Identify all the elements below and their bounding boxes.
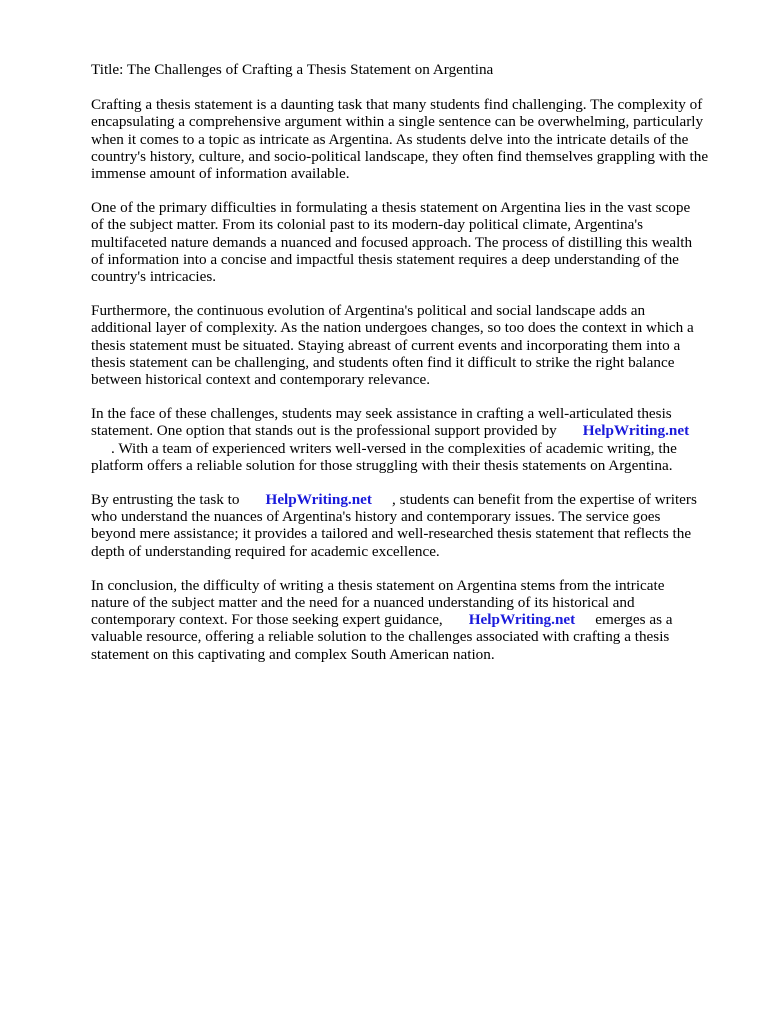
document-title: Title: The Challenges of Crafting a Thesis Statement on Argentina <box>91 61 494 78</box>
paragraph-line: encapsulating a comprehensive argument within a single sentence can be overwhelming, particularly <box>91 113 704 131</box>
paragraph-line: beyond mere assistance; it provides a tailored and well-researched thesis statement that reflects the <box>91 525 692 543</box>
paragraph-line: who understand the nuances of Argentina's history and contemporary issues. The service goes <box>91 508 661 526</box>
paragraph-line: thesis statement can be challenging, and students often find it difficult to strike the right balance <box>91 353 675 371</box>
paragraph-line <box>91 440 731 457</box>
paragraph-line: depth of understanding required for academic excellence. <box>91 542 440 560</box>
paragraph-text: . With a team of experienced writers well-versed in the complexities of academic writing, the <box>111 439 677 457</box>
paragraph-text: By entrusting the task to <box>91 491 240 509</box>
paragraph-line: of the subject matter. From its colonial past to its modern-day political climate, Argentina's <box>91 216 644 234</box>
paragraph-line: immense amount of information available. <box>91 165 350 183</box>
paragraph-text: contemporary context. For those seeking expert guidance, <box>91 611 443 629</box>
paragraph-line: when it comes to a topic as intricate as Argentina. As students delve into the intricate details of the <box>91 130 689 148</box>
paragraph-line: platform offers a reliable solution for those struggling with their thesis statements on Argentina. <box>91 456 673 474</box>
paragraph-line: multifaceted nature demands a nuanced and focused approach. The process of distilling this wealth <box>91 233 693 251</box>
paragraph-line: statement on this captivating and complex South American nation. <box>91 645 495 663</box>
helpwriting-link[interactable]: HelpWriting.net <box>582 422 690 440</box>
paragraph-line: Crafting a thesis statement is a daunting task that many students find challenging. The complexity of <box>91 96 703 114</box>
paragraph-evolution <box>91 302 731 388</box>
paragraph-text: statement. One option that stands out is the professional support provided by <box>91 422 557 440</box>
paragraph-text: emerges as a <box>595 611 673 629</box>
paragraph-line: nature of the subject matter and the need for a nuanced understanding of its historical and <box>91 594 635 612</box>
paragraph-assistance <box>91 405 731 474</box>
paragraph-line <box>91 422 731 439</box>
paragraph-intro <box>91 96 731 182</box>
document-page <box>91 61 731 680</box>
paragraph-line: country's intricacies. <box>91 268 217 286</box>
helpwriting-link[interactable]: HelpWriting.net <box>265 491 372 509</box>
paragraph-line: Furthermore, the continuous evolution of Argentina's political and social landscape adds an <box>91 302 646 320</box>
paragraph-line: In the face of these challenges, students may seek assistance in crafting a well-articulated thesis <box>91 405 672 423</box>
paragraph-line: between historical context and contemporary relevance. <box>91 371 431 389</box>
paragraph-line <box>91 491 731 508</box>
paragraph-difficulties <box>91 199 731 285</box>
paragraph-line: valuable resource, offering a reliable solution to the challenges associated with crafting a thesis <box>91 628 670 646</box>
paragraph-entrusting <box>91 491 731 560</box>
paragraph-line: thesis statement must be situated. Staying abreast of current events and incorporating them into a <box>91 336 681 354</box>
paragraph-line: country's history, culture, and socio-political landscape, they often find themselves grappling with the <box>91 147 709 165</box>
paragraph-line: One of the primary difficulties in formulating a thesis statement on Argentina lies in the vast scope <box>91 199 691 217</box>
paragraph-line <box>91 611 731 628</box>
helpwriting-link[interactable]: HelpWriting.net <box>468 611 576 629</box>
paragraph-line: additional layer of complexity. As the nation undergoes changes, so too does the context in which a <box>91 319 694 337</box>
paragraph-text: , students can benefit from the expertise of writers <box>391 491 697 509</box>
paragraph-line: In conclusion, the difficulty of writing a thesis statement on Argentina stems from the intricate <box>91 576 665 594</box>
paragraph-line: of information into a concise and impactful thesis statement requires a deep understanding of the <box>91 250 679 268</box>
paragraph-conclusion <box>91 577 731 663</box>
